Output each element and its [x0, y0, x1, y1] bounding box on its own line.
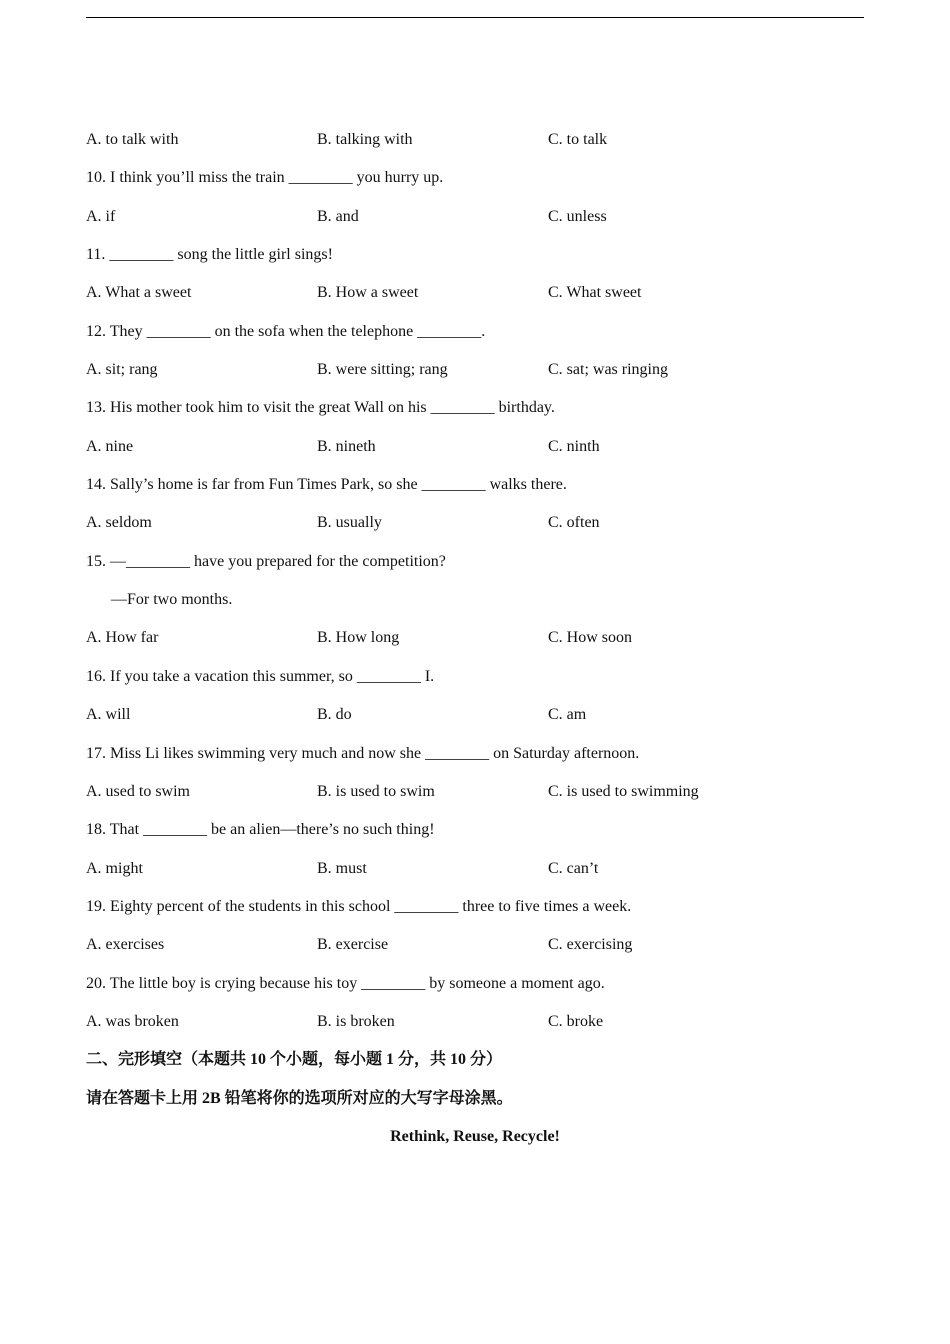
option-b: B. usually: [317, 514, 382, 532]
header-rule: [86, 17, 864, 18]
question-options: [86, 511, 864, 549]
question-stem: 14. Sally’s home is far from Fun Times Park, so she ________ walks there.: [86, 476, 567, 494]
option-c: C. to talk: [548, 131, 608, 148]
option-c: C. What sweet: [548, 284, 642, 302]
question-options: [86, 281, 864, 319]
option-a: A. might: [86, 859, 143, 877]
question-stem: 11. ________ song the little girl sings!: [86, 246, 333, 264]
option-b: B. talking with: [317, 131, 413, 148]
option-c: C. broke: [548, 1012, 604, 1030]
option-b: B. How a sweet: [317, 284, 419, 302]
option-a: A. used to swim: [86, 782, 190, 800]
option-c: C. sat; was ringing: [548, 361, 668, 379]
option-c: C. is used to swimming: [548, 782, 699, 800]
option-c: C. ninth: [548, 437, 600, 455]
question-options: [86, 205, 864, 243]
section-heading: 二、完形填空（本题共 10 个小题，每小题 1 分，共 10 分）: [86, 1051, 503, 1069]
question-stem: 10. I think you’ll miss the train ________ you hurry up.: [86, 169, 444, 187]
option-c: C. am: [548, 706, 587, 724]
option-c: C. can’t: [548, 859, 599, 877]
option-a: A. was broken: [86, 1012, 179, 1030]
q9-options: [86, 128, 864, 166]
option-b: B. do: [317, 706, 352, 724]
option-b: B. exercise: [317, 936, 389, 954]
option-a: A. What a sweet: [86, 284, 192, 302]
option-a: A. exercises: [86, 936, 165, 954]
option-a: A. to talk with: [86, 131, 179, 148]
question-stem: 18. That ________ be an alien—there’s no such thing!: [86, 821, 435, 839]
option-a: A. How far: [86, 629, 159, 647]
option-a: A. seldom: [86, 514, 152, 532]
option-b: B. and: [317, 207, 359, 225]
question-stem: 16. If you take a vacation this summer, so ________ I.: [86, 667, 435, 685]
option-b: B. is broken: [317, 1012, 395, 1030]
worksheet-content: [86, 128, 864, 1163]
question-stem: 17. Miss Li likes swimming very much and now she ________ on Saturday afternoon.: [86, 744, 640, 762]
option-b: B. is used to swim: [317, 782, 435, 800]
question-options: [86, 857, 864, 895]
option-c: C. unless: [548, 207, 607, 225]
question-options: [86, 1010, 864, 1048]
option-a: A. nine: [86, 437, 134, 455]
option-c: C. often: [548, 514, 600, 532]
option-a: A. if: [86, 207, 116, 225]
question-options: [86, 626, 864, 664]
passage-title: Rethink, Reuse, Recycle!: [390, 1127, 560, 1145]
option-b: B. How long: [317, 629, 400, 647]
option-c: C. exercising: [548, 936, 633, 954]
option-a: A. sit; rang: [86, 361, 158, 379]
question-stem: 15. —________ have you prepared for the competition?: [86, 552, 446, 570]
option-c: C. How soon: [548, 629, 633, 647]
question-stem: 12. They ________ on the sofa when the telephone ________.: [86, 322, 486, 340]
question-options: [86, 933, 864, 971]
option-b: B. were sitting; rang: [317, 361, 448, 379]
option-a: A. will: [86, 706, 131, 724]
section-instruction: 请在答题卡上用 2B 铅笔将你的选项所对应的大写字母涂黑。: [86, 1089, 513, 1107]
question-options: [86, 358, 864, 396]
question-options: [86, 703, 864, 741]
question-stem: 19. Eighty percent of the students in this school ________ three to five times a week.: [86, 897, 632, 915]
question-stem: 20. The little boy is crying because his toy ________ by someone a moment ago.: [86, 974, 605, 992]
option-b: B. must: [317, 859, 367, 877]
option-b: B. nineth: [317, 437, 376, 455]
question-options: [86, 435, 864, 473]
question-stem: 13. His mother took him to visit the great Wall on his ________ birthday.: [86, 399, 555, 417]
question-options: [86, 780, 864, 818]
question-reply: —For two months.: [111, 591, 233, 609]
